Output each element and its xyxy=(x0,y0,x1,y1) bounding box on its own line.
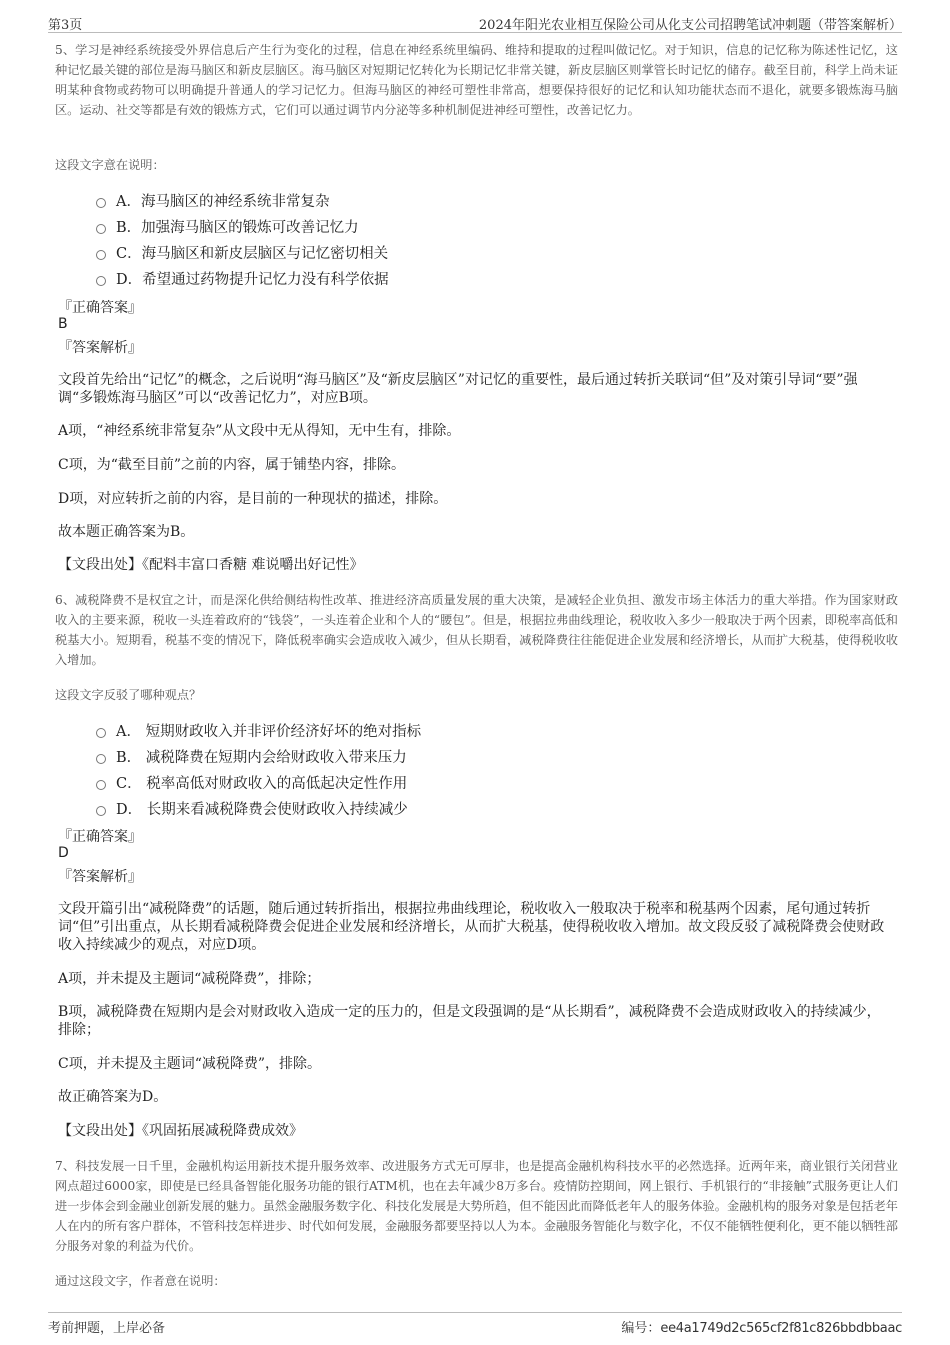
radio-icon[interactable] xyxy=(96,198,106,208)
analysis-paragraph: A项，并未提及主题词“减税降费”，排除； xyxy=(58,971,321,987)
correct-answer: D xyxy=(58,845,69,861)
page-header xyxy=(48,14,902,33)
option-label: B．加强海马脑区的锻炼可改善记忆力 xyxy=(116,220,359,236)
option-label: B． 减税降费在短期内会给财政收入带来压力 xyxy=(116,750,407,766)
radio-icon[interactable] xyxy=(96,754,106,764)
footer-slogan: 考前押题，上岸必备 xyxy=(48,1321,166,1336)
analysis-label: 『答案解析』 xyxy=(58,340,142,356)
question-prompt: 这段文字意在说明： xyxy=(55,158,165,172)
document-id-value: ee4a1749d2c565cf2f81c826bbdbbaac xyxy=(660,1321,902,1336)
analysis-paragraph: A项，“神经系统非常复杂”从文段中无从得知，无中生有，排除。 xyxy=(58,423,461,439)
analysis-paragraph: 故本题正确答案为B。 xyxy=(58,524,195,540)
radio-icon[interactable] xyxy=(96,224,106,234)
question-5 xyxy=(55,40,898,120)
analysis-paragraph: 文段开篇引出“减税降费”的话题，随后通过转折指出，根据拉弗曲线理论，税收收入一般取决于税率和税基两个因素，尾句通过转折词“但”引出重点，从长期看减税降费会促进企业发展和经济增长，从而扩大税基，使得税收收入增加。故文段反驳了减税降费会使财政收入持续减少的观点，对应D项。 xyxy=(58,901,885,953)
question-6 xyxy=(55,590,898,670)
question-prompt-wrap xyxy=(55,686,898,703)
page-footer xyxy=(48,1312,902,1337)
option-b[interactable] xyxy=(96,746,407,767)
source-citation: 【文段出处】《配料丰富口香糖 难说嚼出好记性》 xyxy=(58,557,364,573)
analysis-label: 『答案解析』 xyxy=(58,869,142,885)
correct-answer-label: 『正确答案』 xyxy=(58,829,142,845)
option-d[interactable] xyxy=(96,798,408,819)
radio-icon[interactable] xyxy=(96,780,106,790)
analysis-paragraph: 故正确答案为D。 xyxy=(58,1089,168,1105)
option-label: A． 短期财政收入并非评价经济好坏的绝对指标 xyxy=(116,724,422,740)
option-c[interactable] xyxy=(96,242,388,263)
analysis-paragraph: C项，并未提及主题词“减税降费”，排除。 xyxy=(58,1056,322,1072)
document-id xyxy=(621,1317,902,1336)
option-a[interactable] xyxy=(96,190,329,211)
option-label: D． 长期来看减税降费会使财政收入持续减少 xyxy=(116,802,408,818)
page-number: 第3页 xyxy=(48,18,83,33)
radio-icon[interactable] xyxy=(96,250,106,260)
analysis-paragraph: 文段首先给出“记忆”的概念，之后说明“海马脑区”及“新皮层脑区”对记忆的重要性，最后通过转折关联词“但”及对策引导词“要”强调“多锻炼海马脑区”可以“改善记忆力”，对应B项。 xyxy=(58,372,858,406)
question-stem: 7、科技发展一日千里，金融机构运用新技术提升服务效率、改进服务方式无可厚非，也是提高金融机构科技水平的必然选择。近两年来，商业银行关闭营业网点超过6000家，即使是已经具备智能化服务功能的银行ATM机，也在去年减少8万多台。疫情防控期间，网上银行、手机银行的“非接触”式服务更让人们进一步体会到金融业创新发展的魅力。虽然金融服务数字化、科技化发展是大势所趋，但不能因此而降低老年人的服务体验。金融机构的服务对象是包括老年人在内的所有客户群体，不管科技怎样进步、时代如何发展，金融服务都要坚持以人为本。金融服务智能化与数字化，不仅不能牺牲便利化，更不能以牺牲部分服务对象的利益为代价。 xyxy=(55,1159,898,1253)
option-d[interactable] xyxy=(96,268,389,289)
document-id-label: 编号： xyxy=(621,1321,661,1336)
question-prompt: 通过这段文字，作者意在说明： xyxy=(55,1274,226,1288)
question-prompt-wrap xyxy=(55,1272,898,1289)
question-prompt: 这段文字反驳了哪种观点？ xyxy=(55,688,202,702)
analysis-paragraph: D项，对应转折之前的内容，是目前的一种现状的描述，排除。 xyxy=(58,491,448,507)
source-citation: 【文段出处】《巩固拓展减税降费成效》 xyxy=(58,1123,303,1139)
question-7 xyxy=(55,1156,898,1256)
correct-answer-label: 『正确答案』 xyxy=(58,300,142,316)
option-label: D．希望通过药物提升记忆力没有科学依据 xyxy=(116,272,389,288)
analysis-paragraph: C项，为“截至目前”之前的内容，属于铺垫内容，排除。 xyxy=(58,457,406,473)
radio-icon[interactable] xyxy=(96,806,106,816)
option-b[interactable] xyxy=(96,216,359,237)
option-label: A．海马脑区的神经系统非常复杂 xyxy=(116,194,330,210)
option-label: C． 税率高低对财政收入的高低起决定性作用 xyxy=(116,776,408,792)
correct-answer: B xyxy=(58,316,68,332)
document-title: 2024年阳光农业相互保险公司从化支公司招聘笔试冲刺题（带答案解析） xyxy=(478,18,902,33)
option-label: C．海马脑区和新皮层脑区与记忆密切相关 xyxy=(116,246,389,262)
option-a[interactable] xyxy=(96,720,421,741)
question-stem: 5、学习是神经系统接受外界信息后产生行为变化的过程，信息在神经系统里编码、维持和提取的过程叫做记忆。对于知识，信息的记忆称为陈述性记忆，这种记忆最关键的部位是海马脑区和新皮层脑区。海马脑区对短期记忆转化为长期记忆非常关键，新皮层脑区则掌管长时记忆的储存。截至目前，科学上尚未证明某种食物或药物可以明确提升普通人的学习记忆力。但海马脑区的神经可塑性非常高，想要保持很好的记忆和认知功能状态而不退化，就要多锻炼海马脑区。运动、社交等都是有效的锻炼方式，它们可以通过调节内分泌等多种机制促进神经可塑性，改善记忆力。 xyxy=(55,43,898,117)
analysis-paragraph: B项，减税降费在短期内是会对财政收入造成一定的压力的，但是文段强调的是“从长期看”，减税降费不会造成财政收入的持续减少，排除； xyxy=(58,1004,881,1038)
option-c[interactable] xyxy=(96,772,407,793)
radio-icon[interactable] xyxy=(96,276,106,286)
question-prompt-wrap xyxy=(55,156,898,173)
question-stem: 6、减税降费不是权宜之计，而是深化供给侧结构性改革、推进经济高质量发展的重大决策，是减轻企业负担、激发市场主体活力的重大举措。作为国家财政收入的主要来源，税收一头连着政府的“钱袋”，一头连着企业和个人的“腰包”。但是，根据拉弗曲线理论，税收收入多少一般取决于两个因素，即税率高低和税基大小。短期看，税基不变的情况下，降低税率确实会造成收入减少，但从长期看，减税降费往往能促进企业发展和经济增长，从而扩大税基，使得税收收入增加。 xyxy=(55,593,898,667)
radio-icon[interactable] xyxy=(96,728,106,738)
